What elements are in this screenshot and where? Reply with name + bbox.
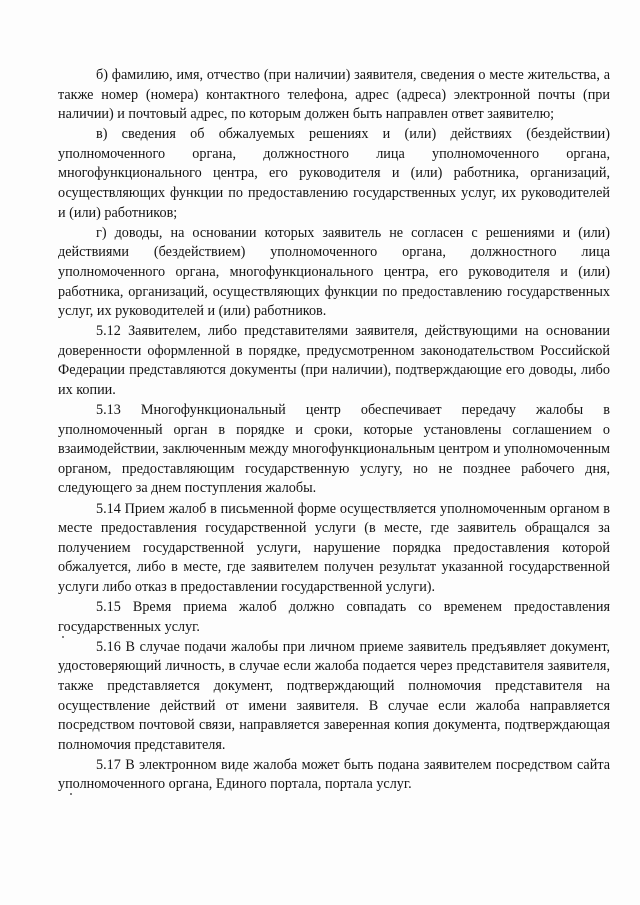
paragraph-5-12: 5.12 Заявителем, либо представителями заявителя, действующими на основании доверенности оформленной в порядке, предусмотренном законодательством Российской Федерации представляются документы (при наличии), подтверждающие его доводы, либо их копии. <box>58 323 610 398</box>
paragraph-5-15: 5.15 Время приема жалоб должно совпадать со временем предоставления государственных услуг. <box>58 599 610 635</box>
paragraph-5-16: 5.16 В случае подачи жалобы при личном приеме заявитель предъявляет документ, удостоверяющий личность, в случае если жалоба подается через представителя заявителя, также представляется документ, подтверждающий полномочия представителя на осуществление действий от имени заявителя. В случае если жалоба направляется посредством почтовой связи, направляется заверенная копия документа, подтверждающая полномочия представителя. <box>58 638 610 753</box>
paragraph-5-14: 5.14 Прием жалоб в письменной форме осуществляется уполномоченным органом в месте предоставления государственной услуги (в месте, где заявитель обращался за получением государственной услуги, нарушение порядка предоставления которой обжалуется, либо в месте, где заявителем получен результат указанной государственной услуги либо отказ в предоставлении государственной услуги). <box>58 500 610 595</box>
document-body <box>58 66 610 795</box>
paragraph-b-applicant-details: б) фамилию, имя, отчество (при наличии) заявителя, сведения о месте жительства, а также номер (номера) контактного телефона, адрес (адреса) электронной почты (при наличии) и почтовый адрес, по которым должен быть направлен ответ заявителю; <box>58 67 610 123</box>
paragraph-5-17: 5.17 В электронном виде жалоба может быть подана заявителем посредством сайта уполномоченного органа, Единого портала, портала услуг. <box>58 756 610 793</box>
paragraph-v-appealed-decisions: в) сведения об обжалуемых решениях и (или) действиях (бездействии) уполномоченного органа, должностного лица уполномоченного органа, многофункционального центра, его руководителя и (или) работника, организаций, осуществляющих функции по предоставлению государственных услуг, их руководителей и (или) работников; <box>58 126 610 221</box>
scan-speck <box>62 636 64 638</box>
paragraph-5-13: 5.13 Многофункциональный центр обеспечивает передачу жалобы в уполномоченный орган в порядке и сроки, которые установлены соглашением о взаимодействии, заключенным между многофункциональным центром и уполномоченным органом, предоставляющим государственную услугу, но не позднее рабочего дня, следующего за днем поступления жалобы. <box>58 402 610 497</box>
paragraph-g-arguments: г) доводы, на основании которых заявитель не согласен с решениями и (или) действиями (бездействием) уполномоченного органа, должностного лица уполномоченного органа, многофункционального центра, его руководителя и (или) работника, организаций, осуществляющих функции по предоставлению государственных услуг, их руководителей и (или) работников. <box>58 224 610 320</box>
scan-speck <box>70 793 72 795</box>
